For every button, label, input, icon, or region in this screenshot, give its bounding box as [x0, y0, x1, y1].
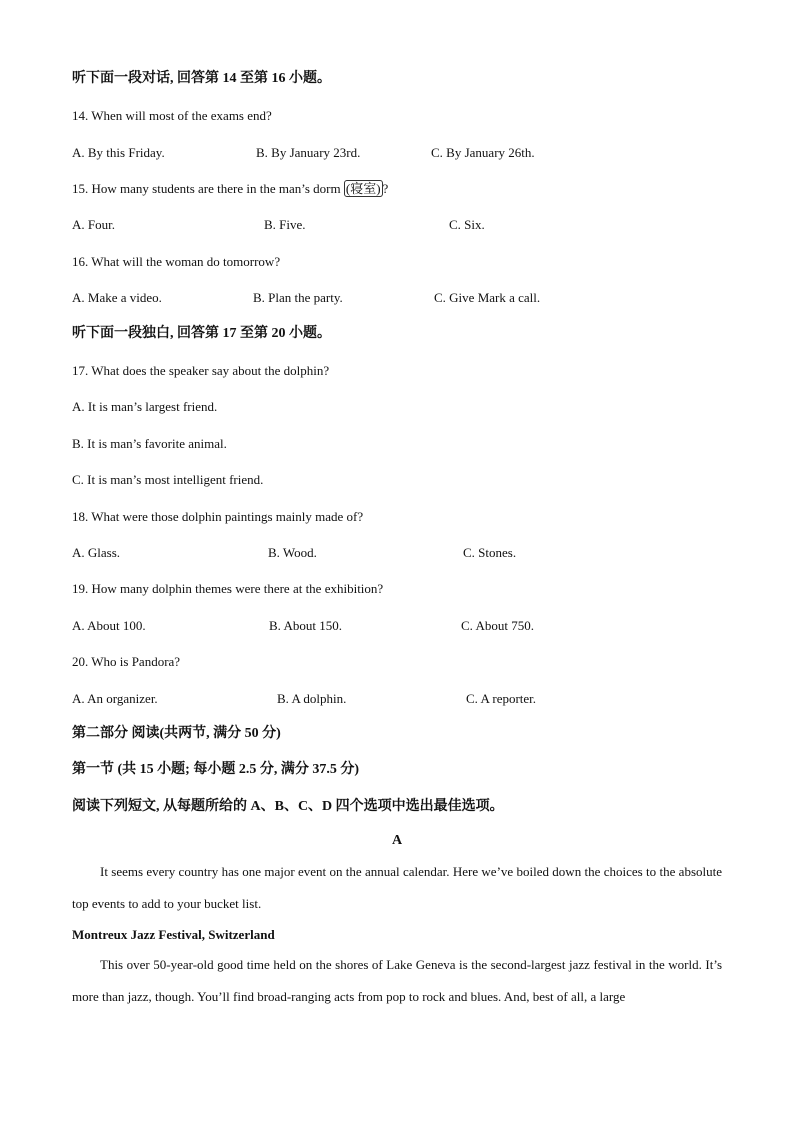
- question-14-options: [72, 145, 722, 161]
- option-c: C. About 750.: [461, 618, 534, 633]
- question-17: 17. What does the speaker say about the dolphin?: [72, 363, 330, 378]
- option-c: C. Stones.: [463, 545, 517, 560]
- question-15-options: [72, 217, 722, 233]
- option-a: A. Four.: [72, 217, 115, 232]
- option-a: A. Glass.: [72, 545, 121, 560]
- option-a: A. About 100.: [72, 618, 146, 633]
- option-b: B. Wood.: [268, 545, 317, 560]
- question-15: [72, 181, 388, 197]
- question-17-option-a: A. It is man’s largest friend.: [72, 399, 218, 414]
- question-15-mark: ?: [382, 181, 389, 196]
- question-17-option-b: B. It is man’s favorite animal.: [72, 436, 227, 451]
- part-two-title: 第二部分 阅读(共两节, 满分 50 分): [72, 726, 281, 741]
- option-c: C. By January 26th.: [431, 145, 535, 160]
- question-20-options: [72, 691, 722, 707]
- question-20: 20. Who is Pandora?: [72, 654, 181, 669]
- option-c: C. A reporter.: [466, 691, 537, 706]
- passage-letter: A: [391, 833, 403, 848]
- option-b: B. Plan the party.: [253, 290, 343, 305]
- listening-heading-1: 听下面一段对话, 回答第 14 至第 16 小题。: [72, 71, 331, 86]
- option-c: C. Give Mark a call.: [434, 290, 541, 305]
- question-17-option-c: C. It is man’s most intelligent friend.: [72, 472, 264, 487]
- option-a: A. Make a video.: [72, 290, 162, 305]
- passage-intro: It seems every country has one major event on the annual calendar. Here we’ve boiled down the choices to the absolute top events to add to your bucket list.: [72, 864, 722, 911]
- option-b: B. Five.: [264, 217, 306, 232]
- option-b: B. By January 23rd.: [256, 145, 361, 160]
- option-a: A. By this Friday.: [72, 145, 165, 160]
- question-15-text: 15. How many students are there in the man’s dorm: [72, 181, 344, 196]
- option-b: B. About 150.: [269, 618, 342, 633]
- question-16: 16. What will the woman do tomorrow?: [72, 254, 281, 269]
- question-19: 19. How many dolphin themes were there at the exhibition?: [72, 581, 384, 596]
- reading-instruction: 阅读下列短文, 从每题所给的 A、B、C、D 四个选项中选出最佳选项。: [72, 799, 504, 814]
- question-19-options: [72, 618, 722, 634]
- question-18-options: [72, 545, 722, 561]
- question-18: 18. What were those dolphin paintings mainly made of?: [72, 509, 364, 524]
- passage-paragraph-1: This over 50-year-old good time held on the shores of Lake Geneva is the second-largest jazz festival in the world. It’s more than jazz, though. You’ll find broad-ranging acts from pop to rock and blues. And, best of all, a large: [72, 957, 722, 1004]
- option-b: B. A dolphin.: [277, 691, 347, 706]
- section-one-title: 第一节 (共 15 小题; 每小题 2.5 分, 满分 37.5 分): [72, 762, 359, 777]
- option-a: A. An organizer.: [72, 691, 158, 706]
- listening-heading-2: 听下面一段独白, 回答第 17 至第 20 小题。: [72, 326, 331, 341]
- question-16-options: [72, 290, 722, 306]
- option-c: C. Six.: [449, 217, 485, 232]
- passage-subheading: Montreux Jazz Festival, Switzerland: [72, 927, 275, 942]
- gloss-dorm: (寝室): [345, 181, 381, 196]
- question-14: 14. When will most of the exams end?: [72, 108, 272, 123]
